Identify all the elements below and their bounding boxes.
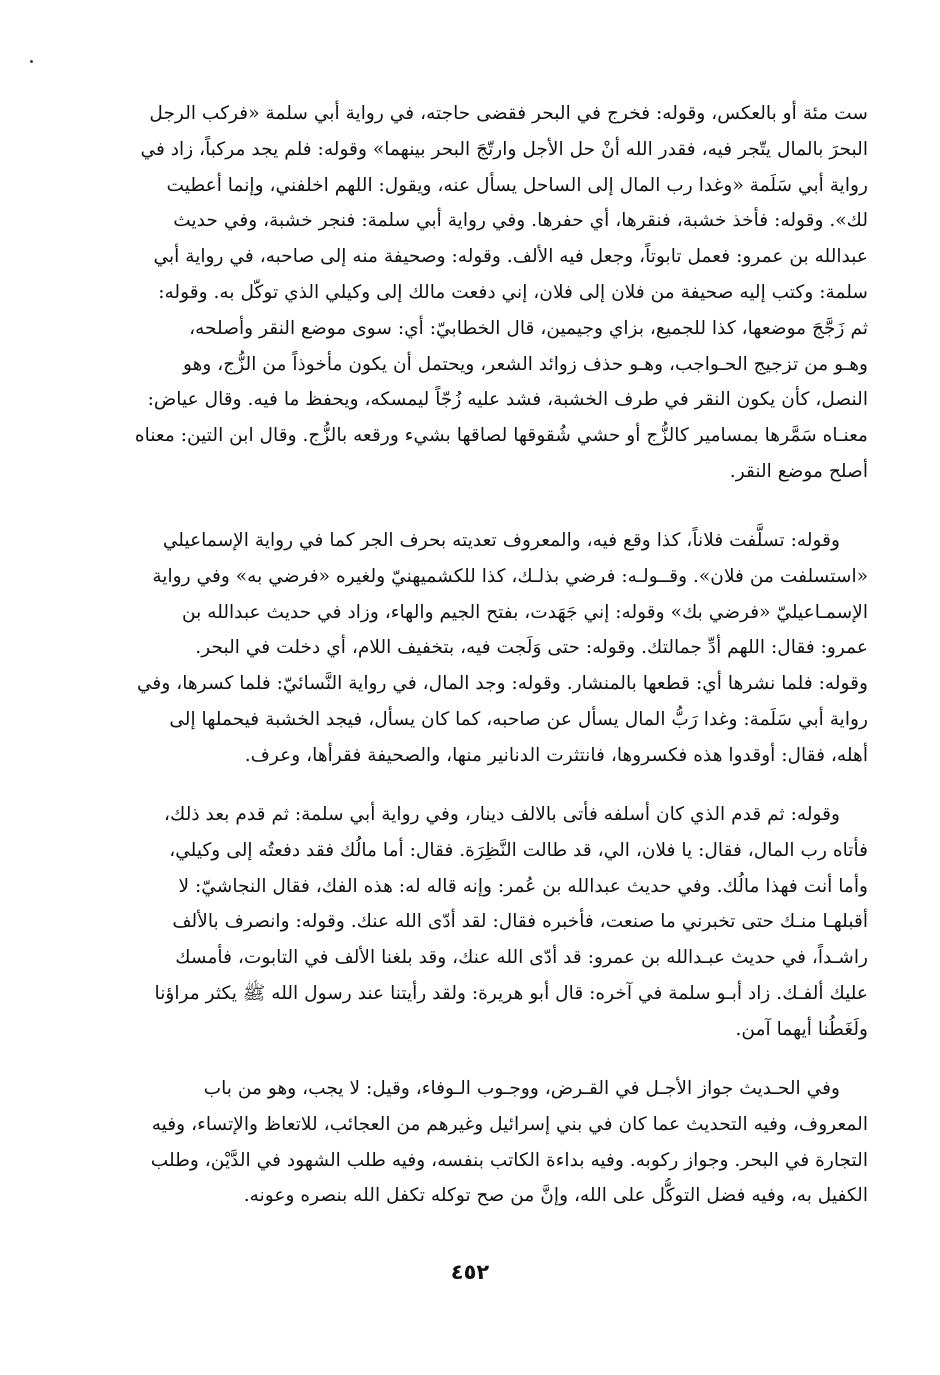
text-line: الكفيل به، وفيه فضل التوكُّل على الله، وإنَّ من صح توكله تكفل الله بنصره وعونه. bbox=[243, 1185, 868, 1207]
text-line: ولَغَطُنا أيهما آمن. bbox=[735, 1018, 868, 1040]
text-line: وقوله: فلما نشرها أي: قطعها بالمنشار. وقوله: وجد المال، في رواية النَّسائيّ: فلما كسرها، وفي bbox=[136, 673, 868, 695]
text-line: عبدالله بن عمرو: فعمل تابوتاً، وجعل فيه الألف. وقوله: وصحيفة منه إلى صاحبه، في رواية أبي bbox=[153, 246, 868, 268]
text-line: لك». وقوله: فأخذ خشبة، فنقرها، أي حفرها. وفي رواية أبي سلمة: فنجر خشبة، وفي حديث bbox=[173, 210, 868, 232]
text-line: وقوله: ثم قدم الذي كان أسلفه فأتى بالالف دينار، وفي رواية أبي سلمة: ثم قدم بعد ذلك، bbox=[164, 804, 840, 825]
text-line: أقبلهـا منـك حتى تخبرني ما صنعت، فأخبره فقال: لقد أدّى الله عنك. وقوله: وانصرف بالألف bbox=[172, 911, 868, 933]
text-line: «استسلفت من فلان». وقــولـه: فرضي بذلـك، كذا للكشميهنيّ ولغيره «فرضي به» وفي رواية bbox=[152, 565, 868, 587]
text-line: الإسمـاعيليّ «فرضي بك» وقوله: إني جَهَدت، بفتح الجيم والهاء، وزاد في حديث عبدالله بن bbox=[181, 601, 868, 623]
text-line: وقوله: تسلَّفت فلاناً، كذا وقع فيه، والمعروف تعديته بحرف الجر كما في رواية الإسماعيلي bbox=[162, 530, 840, 551]
text-line: البحرَ بالمال يتّجر فيه، فقدر الله أنْ حل الأجل وارتّجَ البحر بينهما» وقوله: فلم يجد مركباً، زاد في bbox=[140, 138, 868, 160]
paragraph-2 bbox=[72, 523, 868, 774]
paragraph-1 bbox=[72, 96, 868, 490]
text-line: فأتاه رب المال، فقال: يا فلان، الي، قد طالت النَّظِرَة. فقال: أما مالُك فقد دفعتُه إلى وكيلي، bbox=[169, 839, 868, 861]
text-line: رواية أبي سَلَمة: وغدا رَبُّ المال يسأل عن صاحبه، كما كان يسأل، فيجد الخشبة فيحملها إلى bbox=[169, 708, 868, 730]
text-line: المعروف، وفيه التحديث عما كان في بني إسرائيل وغيرهم من العجائب، للاتعاظ والإتساء، وفيه bbox=[151, 1113, 868, 1135]
text-line: النصل، كأن يكون النقر في طرف الخشبة، فشد عليه زُجّاً ليمسكه، ويحفظ ما فيه. وقال عياض: bbox=[147, 389, 868, 411]
text-line: راشـداً، في حديث عبـدالله بن عمرو: قد أدّى الله عنك، وقد بلغنا الألف في التابوت، فأمسك bbox=[175, 947, 868, 969]
text-line: رواية أبي سَلَمة «وغدا رب المال إلى الساحل يسأل عنه، ويقول: اللهم اخلفني، وإنما أعطيت bbox=[166, 174, 868, 196]
text-line: التجارة في البحر. وجواز ركوبه. وفيه بداءة الكاتب بنفسه، وفيه طلب الشهود في الدَّيْن، وطلب bbox=[150, 1149, 868, 1171]
text-line: وفي الحـديث جواز الأجـل في القـرض، ووجـوب الـوفاء، وقيل: لا يجب، وهو من باب bbox=[203, 1078, 840, 1099]
page-number: ٤٥٢ bbox=[450, 1260, 490, 1284]
text-line: عمرو: فقال: اللهم أدِّ جمالتك. وقوله: حتى وَلَجت فيه، بتخفيف اللام، أي دخلت في البحر. bbox=[195, 637, 868, 659]
paragraph-3 bbox=[72, 797, 868, 1048]
text-line: أهله، فقال: أوقدوا هذه فكسروها، فانتثرت الدنانير منها، والصحيفة فقرأها، وعرف. bbox=[244, 744, 868, 766]
scan-speck bbox=[30, 60, 33, 63]
text-line: وأما أنت فهذا مالُك. وفي حديث عبدالله بن عُمر: وإنه قاله له: هذه الفك، فقال النجاشيّ: لا bbox=[178, 875, 868, 897]
text-line: عليك ألفـك. زاد أبـو سلمة في آخره: قال أبو هريرة: ولقد رأيتنا عند رسول الله ﷺ يكثر مراؤنا bbox=[154, 982, 868, 1004]
text-line: ثم زَجَّجَ موضعها، كذا للجميع، بزاي وجيمين، قال الخطابيّ: أي: سوى موضع النقر وأصلحه، bbox=[189, 317, 868, 339]
text-line: وهـو من تزجيج الحـواجب، وهـو حذف زوائد الشعر، ويحتمل أن يكون مأخوذاً من الزُّج، وهو bbox=[182, 353, 868, 375]
text-line: معنـاه سَمَّرها بمسامير كالزُّج أو حشي شُقوقها لصاقها بشيء ورقعه بالزُّج. وقال ابن التين: معناه bbox=[134, 425, 868, 447]
paragraph-4 bbox=[72, 1071, 868, 1214]
text-line: ست مئة أو بالعكس، وقوله: فخرج في البحر فقضى حاجته، في رواية أبي سلمة «فركب الرجل bbox=[149, 103, 868, 124]
text-line: أصلح موضع النقر. bbox=[729, 460, 868, 482]
text-line: سلمة: وكتب إليه صحيفة من فلان إلى فلان، إني دفعت مالك إلى وكيلي الذي توكّل به. وقوله: bbox=[158, 281, 868, 303]
